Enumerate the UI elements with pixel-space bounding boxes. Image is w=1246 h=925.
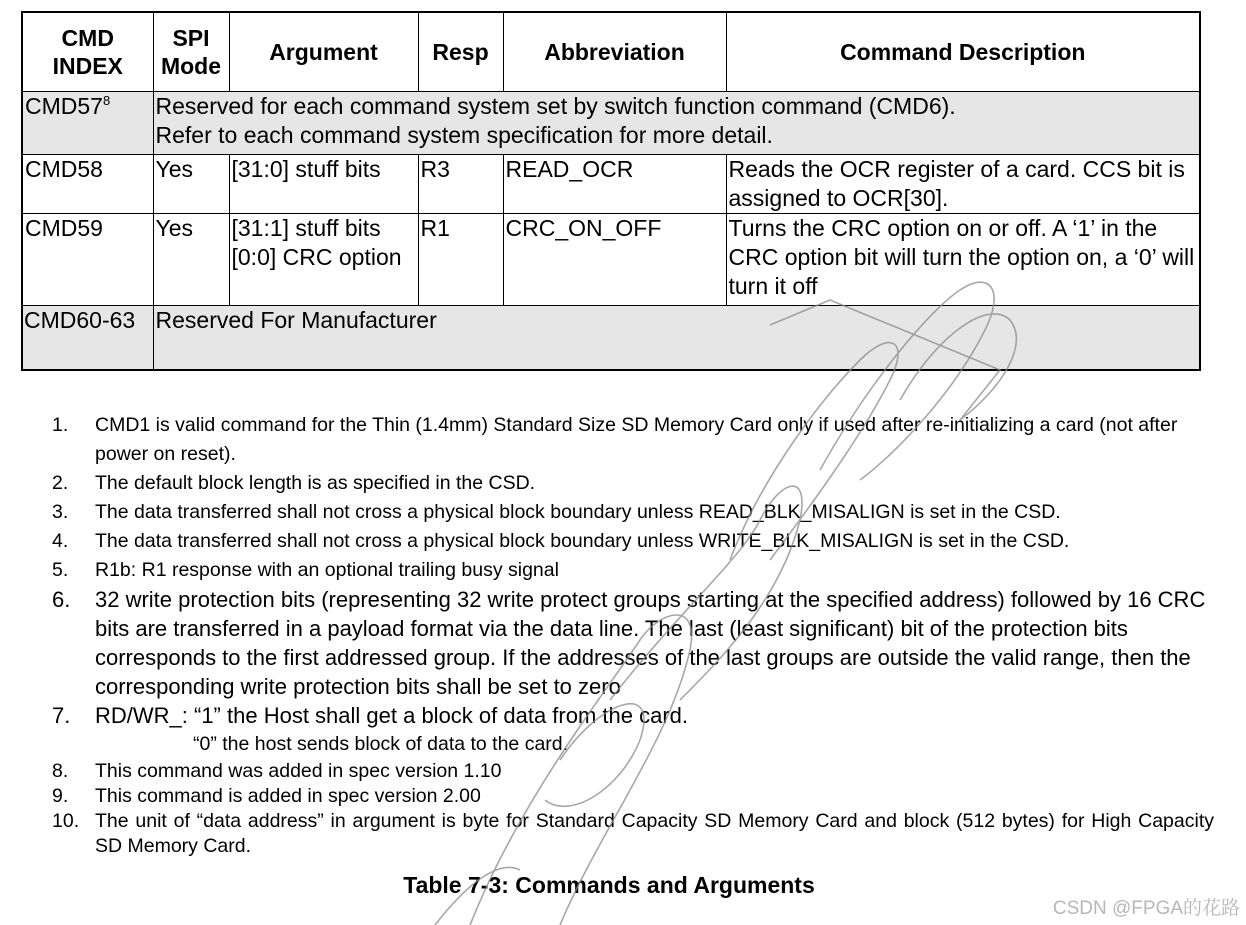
footnote-number: 7. <box>52 703 71 728</box>
footnote-number: 1. <box>52 414 69 436</box>
table-row-cmd60-63 <box>22 306 1200 371</box>
footnote-ref: 8 <box>102 93 111 108</box>
cmd57-line1: Reserved for each command system set by switch function command (CMD6). <box>155 93 956 119</box>
table-row-cmd57 <box>22 92 1200 155</box>
header-spi-mode: SPI Mode <box>153 12 229 92</box>
footnote-item <box>52 411 1214 469</box>
table-caption: Table 7-3: Commands and Arguments <box>403 872 815 898</box>
footnote-item <box>52 759 1214 784</box>
footnotes-list <box>52 411 1214 859</box>
cmd58-argument: [31:0] stuff bits <box>229 155 418 214</box>
footnote-text: The data transferred shall not cross a physical block boundary unless READ_BLK_MISALIGN is set in the CSD. <box>95 501 1061 523</box>
footnote-text-continued: “0” the host sends block of data to the card. <box>193 733 569 755</box>
cmd59-spi: Yes <box>153 214 229 306</box>
footnote-text: This command was added in spec version 1.10 <box>95 760 502 782</box>
cmd57-index-text: CMD57 <box>25 93 103 119</box>
header-argument: Argument <box>229 12 418 92</box>
footnote-number: 3. <box>52 501 69 523</box>
header-resp: Resp <box>418 12 503 92</box>
footnote-number: 5. <box>52 559 69 581</box>
cmd57-reserved-text <box>153 92 1200 155</box>
cmd60-63-index: CMD60-63 <box>22 306 153 371</box>
cmd60-63-text: Reserved For Manufacturer <box>153 306 1200 371</box>
footnote-item <box>52 585 1214 701</box>
footnote-text: This command is added in spec version 2.00 <box>95 785 481 807</box>
footnote-number: 9. <box>52 785 69 807</box>
footnote-number: 10. <box>52 810 80 832</box>
cmd59-argument-line2: [0:0] CRC option <box>231 244 402 270</box>
footnote-item <box>52 469 1214 498</box>
footnote-number: 6. <box>52 587 71 612</box>
cmd57-line2: Refer to each command system specification for more detail. <box>155 122 773 148</box>
header-abbreviation: Abbreviation <box>503 12 726 92</box>
cmd59-resp: R1 <box>418 214 503 306</box>
footnote-item <box>52 809 1214 859</box>
footnote-text: RD/WR_: “1” the Host shall get a block of data from the card. <box>95 703 689 728</box>
table-row-cmd59 <box>22 214 1200 306</box>
table-header-row <box>22 12 1200 92</box>
footnote-number: 2. <box>52 472 69 494</box>
cmd59-description: Turns the CRC option on or off. A ‘1’ in the CRC option bit will turn the option on, a ‘0’ will turn it off <box>726 214 1200 306</box>
footnote-text: The default block length is as specified in the CSD. <box>95 472 536 494</box>
footnote-text: 32 write protection bits (representing 32 write protect groups starting at the specified address) followed by 16 CRC bits are transferred in a payload format via the data line. The last (least significant) bit of the protection bits corresponds to the first addressed group. If the addresses of the last groups are outside the valid range, then the corresponding write protection bits shall be set to zero <box>95 587 1206 699</box>
cmd59-abbr: CRC_ON_OFF <box>503 214 726 306</box>
footnote-item <box>52 527 1214 556</box>
footnote-text: The unit of “data address” in argument is byte for Standard Capacity SD Memory Card and block (512 bytes) for High Capacity SD Memory Card. <box>95 810 1214 857</box>
cmd59-argument-line1: [31:1] stuff bits <box>231 215 381 241</box>
cmd59-index: CMD59 <box>22 214 153 306</box>
cmd57-index <box>22 92 153 155</box>
footnote-item <box>52 498 1214 527</box>
footnote-item <box>52 701 1214 759</box>
footnote-text: CMD1 is valid command for the Thin (1.4mm) Standard Size SD Memory Card only if used after re-initializing a card (not after power on reset). <box>95 414 1178 465</box>
footnote-text: R1b: R1 response with an optional trailing busy signal <box>95 559 559 581</box>
cmd59-argument <box>229 214 418 306</box>
source-credit: CSDN @FPGA的花路 <box>1052 898 1240 919</box>
header-cmd-index: CMD INDEX <box>22 12 153 92</box>
table-row-cmd58 <box>22 155 1200 214</box>
cmd58-index: CMD58 <box>22 155 153 214</box>
footnote-text: The data transferred shall not cross a physical block boundary unless WRITE_BLK_MISALIGN is set in the CSD. <box>95 530 1070 552</box>
footnote-item <box>52 784 1214 809</box>
cmd58-description: Reads the OCR register of a card. CCS bit is assigned to OCR[30]. <box>726 155 1200 214</box>
footnote-item <box>52 556 1214 585</box>
cmd58-spi: Yes <box>153 155 229 214</box>
cmd58-abbr: READ_OCR <box>503 155 726 214</box>
footnote-number: 8. <box>52 760 69 782</box>
footnote-number: 4. <box>52 530 69 552</box>
header-description: Command Description <box>726 12 1200 92</box>
commands-table <box>21 11 1201 371</box>
cmd58-resp: R3 <box>418 155 503 214</box>
